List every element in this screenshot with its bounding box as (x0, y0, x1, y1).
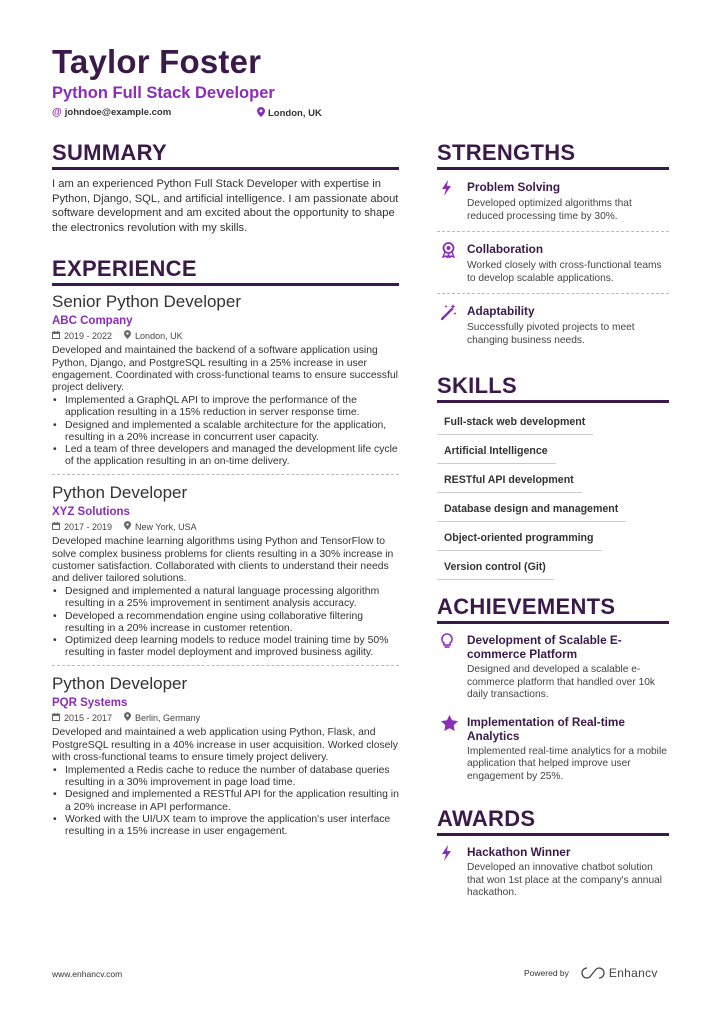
job-dates-text: 2019 - 2022 (64, 331, 113, 342)
job-meta (52, 330, 399, 342)
skill-tag: Full-stack web development (437, 410, 593, 435)
strength-desc: Successfully pivoted projects to meet changing business needs. (467, 322, 635, 346)
candidate-role: Python Full Stack Developer (52, 84, 275, 102)
achievement-item (437, 633, 669, 702)
strengths-heading: STRENGTHS (437, 140, 669, 170)
job-bullet: • Implemented a GraphQL API to improve the performance of the application resulting in a 15% reduction in server response time. (52, 395, 399, 419)
skills-list (437, 410, 669, 580)
skill-tag: Artificial Intelligence (437, 439, 556, 464)
enhancv-logo (581, 966, 658, 980)
strength-title: Adaptability (467, 304, 535, 318)
job-entry (52, 474, 399, 665)
calendar-icon (52, 521, 60, 533)
award-item (437, 845, 669, 900)
location-pin-icon (124, 330, 131, 342)
job-bullet: • Designed and implemented a scalable architecture for the application, resulting in a 20% increase in concurrent user capacity. (52, 420, 399, 444)
job-title: Python Developer (52, 483, 188, 503)
at-icon: @ (52, 107, 62, 118)
job-location-text: London, UK (135, 331, 183, 342)
company-name: PQR Systems (52, 697, 128, 710)
contact-info (52, 107, 672, 123)
job-bullet: • Led a team of three developers and managed the development life cycle of the application resulting in an on-time delivery. (52, 444, 399, 468)
summary-text: I am an experienced Python Full Stack Developer with expertise in Python, Django, SQL, and artificial intelligence. I am passionate about software development and am excited about the opportunity to shape the electronics revolution with my skills. (52, 178, 399, 234)
achievement-title: Development of Scalable E-commerce Platform (467, 633, 622, 661)
job-bullet: • Designed and implemented a RESTful API for the application resulting in a 20% increase in API performance. (52, 789, 399, 813)
skill-tag: RESTful API development (437, 468, 582, 493)
footer-branding (524, 966, 658, 980)
experience-section (52, 256, 399, 844)
strength-title: Problem Solving (467, 180, 561, 194)
summary-heading: SUMMARY (52, 140, 399, 170)
job-bullets (52, 395, 399, 468)
job-location-text: Berlin, Germany (135, 713, 201, 724)
achievement-title: Implementation of Real-time Analytics (467, 714, 625, 743)
email-text: johndoe@example.com (64, 107, 172, 118)
magic-wand-icon (437, 304, 467, 347)
strength-desc: Developed optimized algorithms that reduced processing time by 30%. (467, 198, 632, 222)
achievement-desc: Designed and developed a scalable e-commerce platform that handled over 10k daily transactions. (467, 664, 655, 700)
job-title: Python Developer (52, 674, 188, 694)
award-desc: Developed an innovative chatbot solution that won 1st place at the company's annual hackathon. (467, 862, 663, 898)
location-pin-icon (257, 107, 265, 120)
achievement-item (437, 715, 669, 784)
skills-section (437, 373, 669, 580)
experience-heading: EXPERIENCE (52, 256, 399, 286)
achievement-desc: Implemented real-time analytics for a mobile application that helped improve user engagement by 25%. (467, 745, 667, 782)
enhancv-brand-text: Enhancv (608, 966, 658, 980)
strength-item (437, 242, 669, 294)
contact-email[interactable] (52, 107, 171, 118)
job-dates (52, 521, 112, 533)
award-title: Hackathon Winner (467, 845, 571, 859)
job-bullets (52, 586, 399, 659)
powered-by-text: Powered by (524, 968, 569, 978)
job-bullet: • Developed a recommendation engine using collaborative filtering resulting in a 20% increase in customer retention. (52, 611, 399, 635)
achievements-heading: ACHIEVEMENTS (437, 594, 669, 624)
job-dates (52, 330, 112, 342)
right-column (437, 140, 669, 900)
skill-tag: Database design and management (437, 497, 626, 522)
achievements-section (437, 594, 669, 783)
awards-section (437, 806, 669, 900)
lightbulb-icon (437, 633, 467, 702)
job-location (124, 521, 197, 533)
strengths-section (437, 140, 669, 355)
company-name: XYZ Solutions (52, 506, 130, 519)
strength-item (437, 304, 669, 355)
skills-heading: SKILLS (437, 373, 669, 403)
job-description: Developed and maintained the backend of a software application using Python, Django, and PostgreSQL resulting in a 25% increase in user engagement. Coordinated with cross-functional teams to ensure successful project delivery. (52, 345, 398, 393)
job-location-text: New York, USA (135, 522, 197, 533)
award-icon (437, 242, 467, 285)
job-bullet: • Designed and implemented a natural language processing algorithm resulting in a 25% improvement in sentiment analysis accuracy. (52, 586, 399, 610)
calendar-icon (52, 330, 60, 342)
job-entry (52, 665, 399, 844)
job-description: Developed and maintained a web application using Python, Flask, and PostgreSQL resulting in a 40% increase in user acquisition. Worked closely with cross-functional teams to ensure timely project delivery. (52, 727, 398, 763)
location-pin-icon (124, 712, 131, 724)
job-location (124, 712, 200, 724)
enhancv-logo-icon (581, 967, 605, 979)
job-description: Developed machine learning algorithms using Python and TensorFlow to solve complex business problems for clients resulting in a 30% increase in customer satisfaction. Collaborated with clients to understand their needs and deliver tailored solutions. (52, 536, 394, 585)
strength-item (437, 180, 669, 232)
calendar-icon (52, 712, 60, 724)
job-meta (52, 712, 399, 724)
skill-tag: Object-oriented programming (437, 526, 602, 551)
summary-section (52, 140, 399, 235)
skill-tag: Version control (Git) (437, 555, 554, 580)
resume-header (52, 42, 672, 123)
star-icon (437, 715, 467, 784)
left-column (52, 140, 399, 844)
job-dates-text: 2017 - 2019 (64, 522, 113, 533)
footer-website[interactable]: www.enhancv.com (52, 969, 123, 979)
job-entry (52, 292, 399, 474)
job-bullet: • Worked with the UI/UX team to improve the application's user interface resulting in a 15% increase in user engagement. (52, 814, 399, 838)
strength-title: Collaboration (467, 242, 544, 256)
candidate-name: Taylor Foster (52, 43, 262, 80)
location-pin-icon (124, 521, 131, 533)
location-text: London, UK (268, 108, 322, 119)
job-title: Senior Python Developer (52, 292, 242, 312)
job-bullet: • Implemented a Redis cache to reduce the number of database queries resulting in a 30% improvement in page load time. (52, 765, 399, 789)
strength-desc: Worked closely with cross-functional teams to develop scalable applications. (467, 260, 662, 284)
job-meta (52, 521, 399, 533)
job-dates (52, 712, 112, 724)
job-dates-text: 2015 - 2017 (64, 713, 113, 724)
job-bullet: • Optimized deep learning models to reduce model training time by 50% resulting in faster model deployment and improved business agility. (52, 635, 399, 659)
company-name: ABC Company (52, 315, 133, 328)
job-bullets (52, 765, 399, 838)
contact-location (257, 107, 322, 120)
lightning-icon (437, 845, 467, 900)
job-location (124, 330, 183, 342)
lightning-icon (437, 180, 467, 223)
awards-heading: AWARDS (437, 806, 669, 836)
